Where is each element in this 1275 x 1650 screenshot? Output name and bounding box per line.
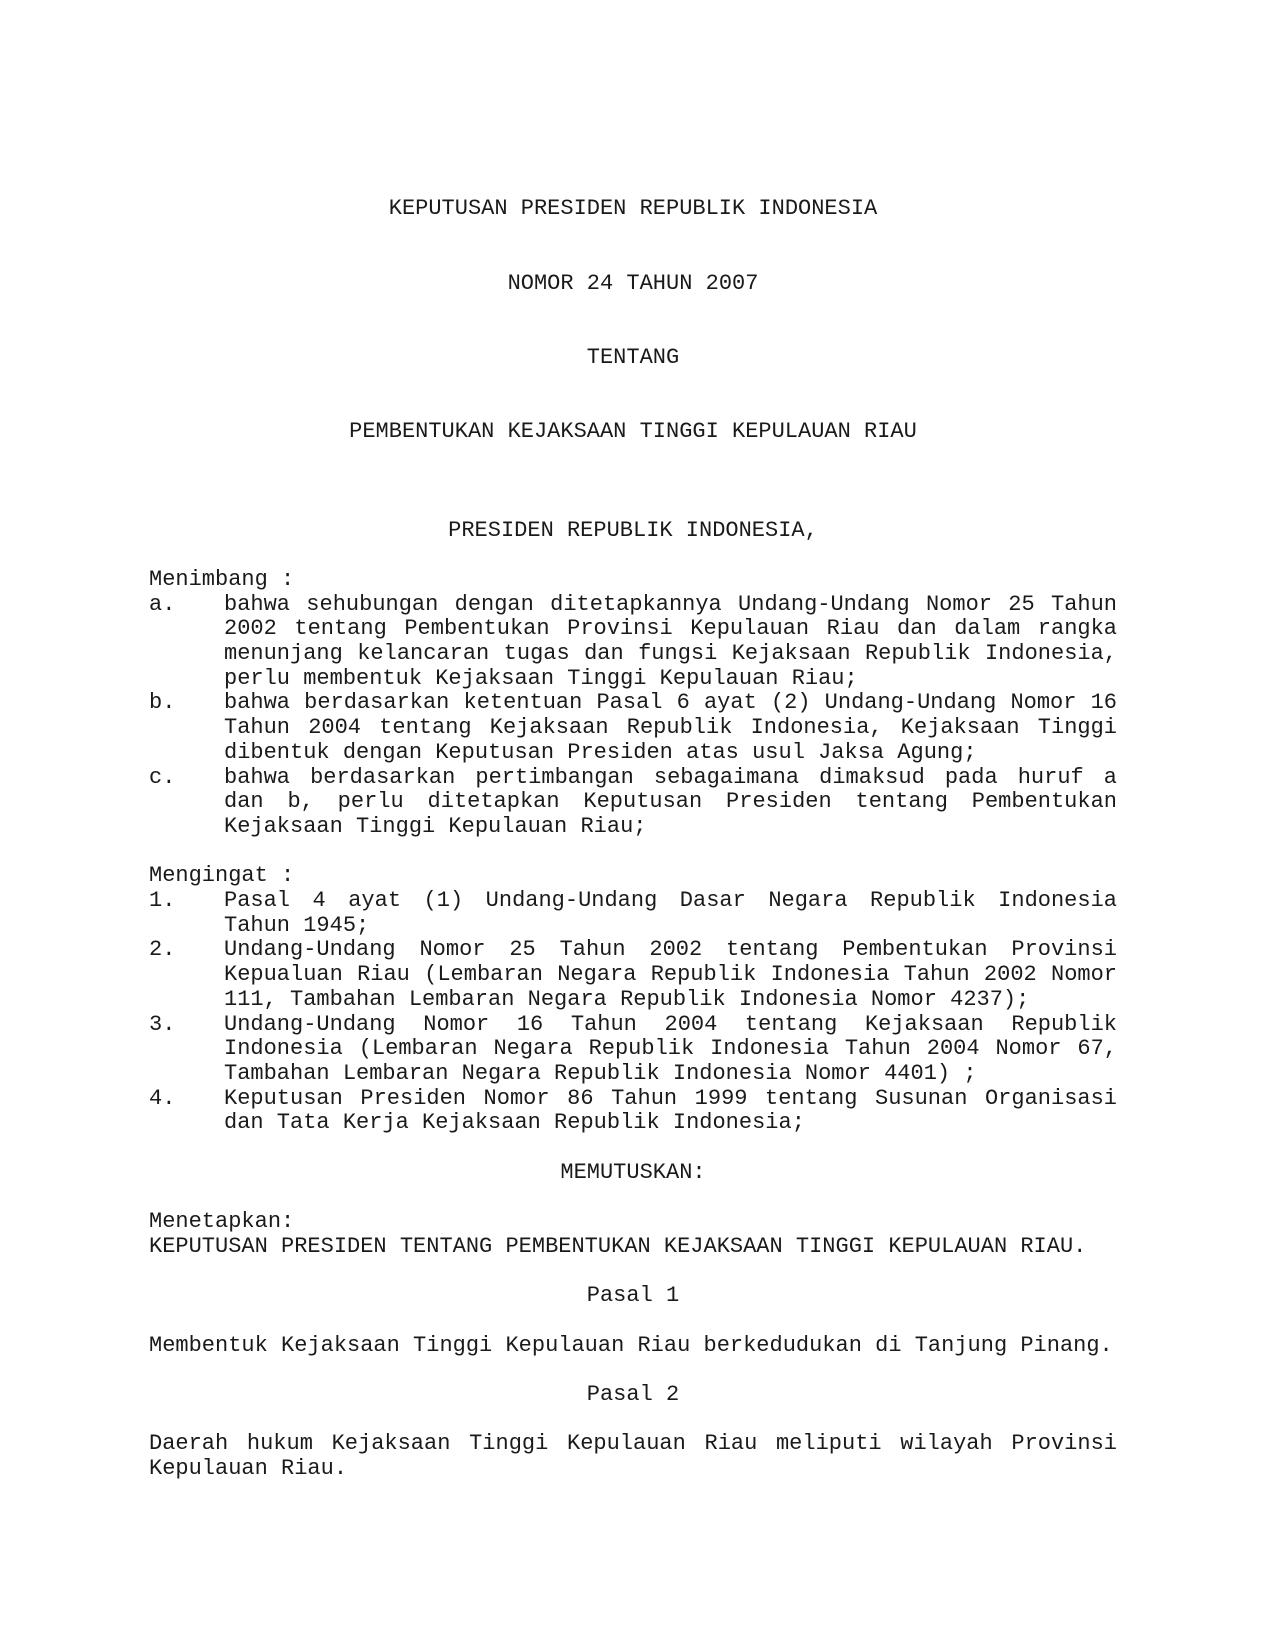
pasal-2-text: Daerah hukum Kejaksaan Tinggi Kepulauan Riau meliputi wilayah Provinsi Kepulauan Riau. — [149, 1431, 1117, 1482]
decree-title — [149, 148, 1117, 494]
item-text: bahwa berdasarkan ketentuan Pasal 6 ayat (2) Undang-Undang Nomor 16 Tahun 2004 tentang Kejaksaan Republik Indonesia, Kejaksaan Tinggi dibentuk dengan Keputusan Presiden atas usul Jaksa Agung; — [224, 690, 1117, 765]
item-marker: 4. — [149, 1085, 176, 1111]
mengingat-item-4 — [149, 1087, 1117, 1136]
item-text: Keputusan Presiden Nomor 86 Tahun 1999 tentang Susunan Organisasi dan Tata Kerja Kejaksaan Republik Indonesia; — [224, 1085, 1117, 1136]
mengingat-label: Mengingat : — [149, 863, 295, 889]
menimbang-label: Menimbang : — [149, 566, 295, 592]
pasal-1-text: Membentuk Kejaksaan Tinggi Kepulauan Riau berkedudukan di Tanjung Pinang. — [149, 1332, 1113, 1358]
item-text: bahwa berdasarkan pertimbangan sebagaimana dimaksud pada huruf a dan b, perlu ditetapkan Keputusan Presiden tentang Pembentukan Kejaksaan Tinggi Kepulauan Riau; — [224, 764, 1117, 839]
pasal-2-title: Pasal 2 — [586, 1382, 680, 1408]
item-marker: 2. — [149, 937, 176, 963]
title-line-4: PEMBENTUKAN KEJAKSAAN TINGGI KEPULAUAN RIAU — [349, 418, 917, 444]
mengingat-item-2 — [149, 938, 1117, 1012]
item-text: Pasal 4 ayat (1) Undang-Undang Dasar Negara Republik Indonesia Tahun 1945; — [224, 888, 1117, 938]
item-marker: b. — [149, 690, 176, 716]
item-marker: 3. — [149, 1011, 176, 1037]
item-marker: a. — [149, 591, 176, 617]
pasal-1-title: Pasal 1 — [586, 1283, 680, 1309]
title-line-1: KEPUTUSAN PRESIDEN REPUBLIK INDONESIA — [388, 196, 878, 222]
menetapkan-text: KEPUTUSAN PRESIDEN TENTANG PEMBENTUKAN KEJAKSAAN TINGGI KEPULAUAN RIAU. — [149, 1233, 1087, 1259]
document-page — [149, 148, 1117, 1482]
item-text: bahwa sehubungan dengan ditetapkannya Undang-Undang Nomor 25 Tahun 2002 tentang Pembentukan Provinsi Kepulauan Riau dan dalam rangka menunjang kelancaran tugas dan fungsi Kejaksaan Republik Indonesia, perlu membentuk Kejaksaan Tinggi Kepulauan Riau; — [224, 591, 1117, 691]
title-line-3: TENTANG — [586, 344, 680, 370]
memutuskan-heading: MEMUTUSKAN: — [560, 1159, 706, 1185]
president-heading: PRESIDEN REPUBLIK INDONESIA, — [448, 517, 818, 543]
item-text: Undang-Undang Nomor 16 Tahun 2004 tentang Kejaksaan Republik Indonesia (Lembaran Negara Republik Indonesia Tahun 2004 Nomor 67, Tambahan Lembaran Negara Republik Indonesia Nomor 4401) ; — [224, 1011, 1117, 1086]
item-marker: 1. — [149, 888, 176, 914]
mengingat-item-1 — [149, 889, 1117, 938]
menimbang-item-b — [149, 691, 1117, 765]
item-marker: c. — [149, 764, 176, 790]
mengingat-item-3 — [149, 1013, 1117, 1087]
item-text: Undang-Undang Nomor 25 Tahun 2002 tentang Pembentukan Provinsi Kepualuan Riau (Lembaran Negara Republik Indonesia Tahun 2002 Nomor 111, Tambahan Lembaran Negara Republik Indonesia Nomor 4237); — [224, 937, 1117, 1012]
menetapkan-label: Menetapkan: — [149, 1209, 295, 1235]
menimbang-item-a — [149, 593, 1117, 692]
menimbang-item-c — [149, 766, 1117, 840]
title-line-2: NOMOR 24 TAHUN 2007 — [507, 270, 759, 296]
